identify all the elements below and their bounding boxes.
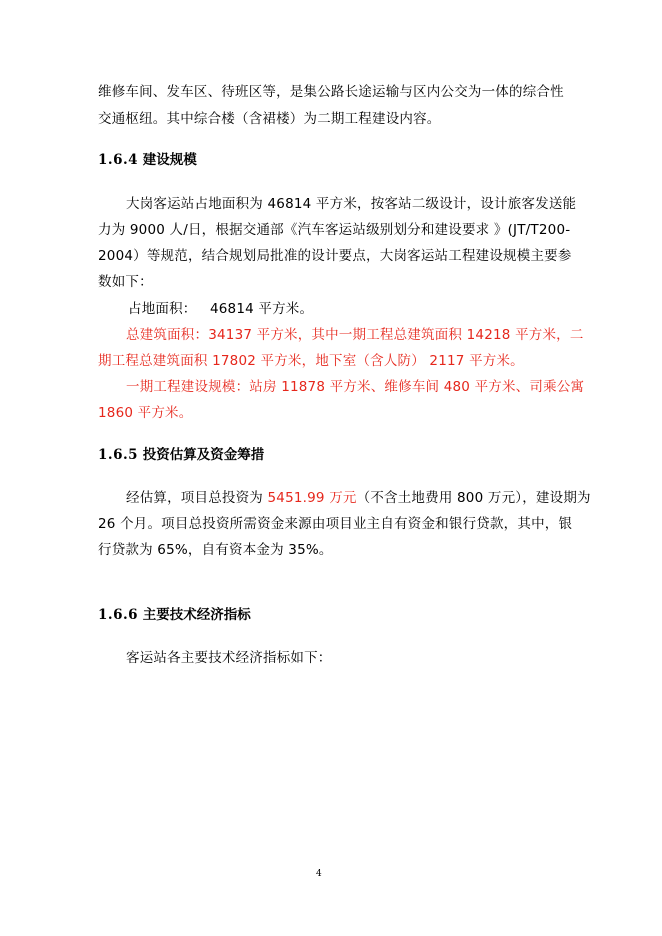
intro-line-1: 维修车间、发车区、待班区等，是集公路长途运输与区内公交为一体的综合性 bbox=[98, 84, 564, 100]
section-title: 投资估算及资金筹措 bbox=[142, 447, 265, 463]
section-title: 主要技术经济指标 bbox=[142, 607, 251, 623]
paragraph-line: 力为 9000 人/日，根据交通部《汽车客运站级别划分和建设要求 》(JT/T200- bbox=[98, 222, 571, 238]
total-area-line: 期工程总建筑面积 17802 平方米，地下室（含人防） 2117 平方米。 bbox=[98, 353, 524, 369]
section-number: 1.6.5 bbox=[98, 447, 139, 463]
investment-suffix: （不含土地费用 800 万元），建设期为 bbox=[356, 490, 591, 506]
investment-prefix: 经估算，项目总投资为 bbox=[126, 490, 268, 506]
indicators-intro: 客运站各主要技术经济指标如下： bbox=[126, 650, 332, 666]
section-heading-1-6-4 bbox=[98, 150, 197, 170]
investment-line-2: 26 个月。项目总投资所需资金来源由项目业主自有资金和银行贷款，其中，银 bbox=[98, 516, 573, 532]
paragraph-line: 数如下： bbox=[98, 274, 153, 290]
section-heading-1-6-6 bbox=[98, 605, 251, 625]
phase-one-line: 1860 平方米。 bbox=[98, 405, 193, 421]
section-heading-1-6-5 bbox=[98, 445, 264, 465]
section-number: 1.6.6 bbox=[98, 607, 139, 623]
intro-line-2: 交通枢纽。其中综合楼（含裙楼）为二期工程建设内容。 bbox=[98, 111, 441, 127]
investment-line-1 bbox=[126, 488, 591, 508]
land-area-line: 占地面积： 46814 平方米。 bbox=[128, 301, 314, 317]
investment-line-3: 行贷款为 65%，自有资本金为 35%。 bbox=[98, 542, 333, 558]
section-title: 建设规模 bbox=[142, 152, 197, 168]
paragraph-line: 大岗客运站占地面积为 46814 平方米，按客站二级设计，设计旅客发送能 bbox=[126, 196, 577, 212]
page-number: 4 bbox=[316, 869, 322, 879]
total-area-line: 总建筑面积：34137 平方米，其中一期工程总建筑面积 14218 平方米，二 bbox=[126, 327, 584, 343]
paragraph-line: 2004）等规范，结合规划局批准的设计要点，大岗客运站工程建设规模主要参 bbox=[98, 248, 572, 264]
investment-amount: 5451.99 万元 bbox=[267, 490, 357, 506]
phase-one-line: 一期工程建设规模：站房 11878 平方米、维修车间 480 平方米、司乘公寓 bbox=[126, 379, 585, 395]
section-number: 1.6.4 bbox=[98, 152, 139, 168]
